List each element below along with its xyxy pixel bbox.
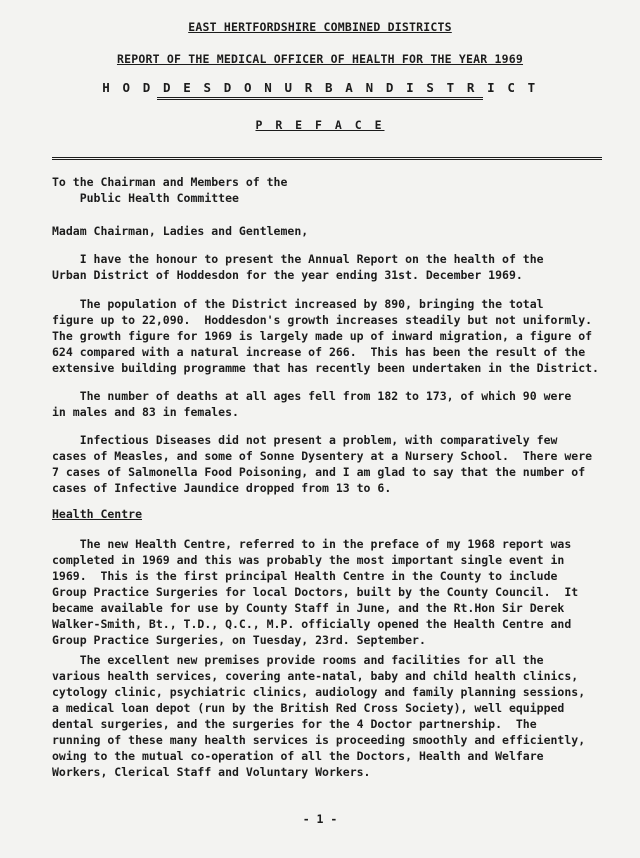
paragraph-intro: I have the honour to present the Annual Report on the health of the Urban District of Hoddesdon for the year ending 31st. December 1969. <box>52 252 544 282</box>
report-title: REPORT OF THE MEDICAL OFFICER OF HEALTH FOR THE YEAR 1969 <box>116 52 524 66</box>
section-heading: P R E F A C E <box>255 118 385 132</box>
page-number: - 1 - <box>302 812 338 826</box>
paragraph-premises: The excellent new premises provide rooms and facilities for all the various health services, covering ante-natal, baby and child health clinics, cytology clinic, psychiatric clinics, audiology and family planning sessions, a medical loan depot (run by the British Red Cross Society), well equipped dental surgeries, and the surgeries for the 4 Doctor partnership. The running of these many health services is proceeding smoothly and efficiently, owing to the mutual co-operation of all the Doctors, Health and Welfare Workers, Clerical Staff and Voluntary Workers. <box>52 653 586 779</box>
district-heading: EAST HERTFORDSHIRE COMBINED DISTRICTS <box>188 20 452 34</box>
paragraph-population: The population of the District increased by 890, bringing the total figure up to 22,090. Hoddesdon's growth increases steadily but not uniformly. The growth figure for 1969 is largely made up of inward migration, a figure of 624 compared with a natural increase of 266. This has been the result of the extensive building programme that has recently been undertaken in the District. <box>52 297 599 375</box>
double-underline <box>157 97 483 100</box>
address-block: To the Chairman and Members of the Public Health Committee <box>52 175 288 205</box>
paragraph-deaths: The number of deaths at all ages fell from 182 to 173, of which 90 were in males and 83 in females. <box>52 389 572 419</box>
paragraph-infectious-diseases: Infectious Diseases did not present a problem, with comparatively few cases of Measles, and some of Sonne Dysentery at a Nursery School. There were 7 cases of Salmonella Food Poisoning, and I am glad to say that the number of cases of Infective Jaundice dropped from 13 to 6. <box>52 433 593 495</box>
divider-rule <box>52 157 602 160</box>
subheading-health-centre: Health Centre <box>52 507 143 521</box>
paragraph-health-centre: The new Health Centre, referred to in the preface of my 1968 report was completed in 1969 and this was probably the most important single event in 1969. This is the first principal Health Centre in the County to include Group Practice Surgeries for local Doctors, built by the County Council. It became available for use by County Staff in June, and the Rt.Hon Sir Derek Walker-Smith, Bt., T.D., Q.C., M.P. officially opened the Health Centre and Group Practice Surgeries, on Tuesday, 23rd. September. <box>52 537 579 647</box>
council-heading: H O D D E S D O N U R B A N D I S T R I C T <box>0 80 640 100</box>
salutation: Madam Chairman, Ladies and Gentlemen, <box>52 224 309 238</box>
